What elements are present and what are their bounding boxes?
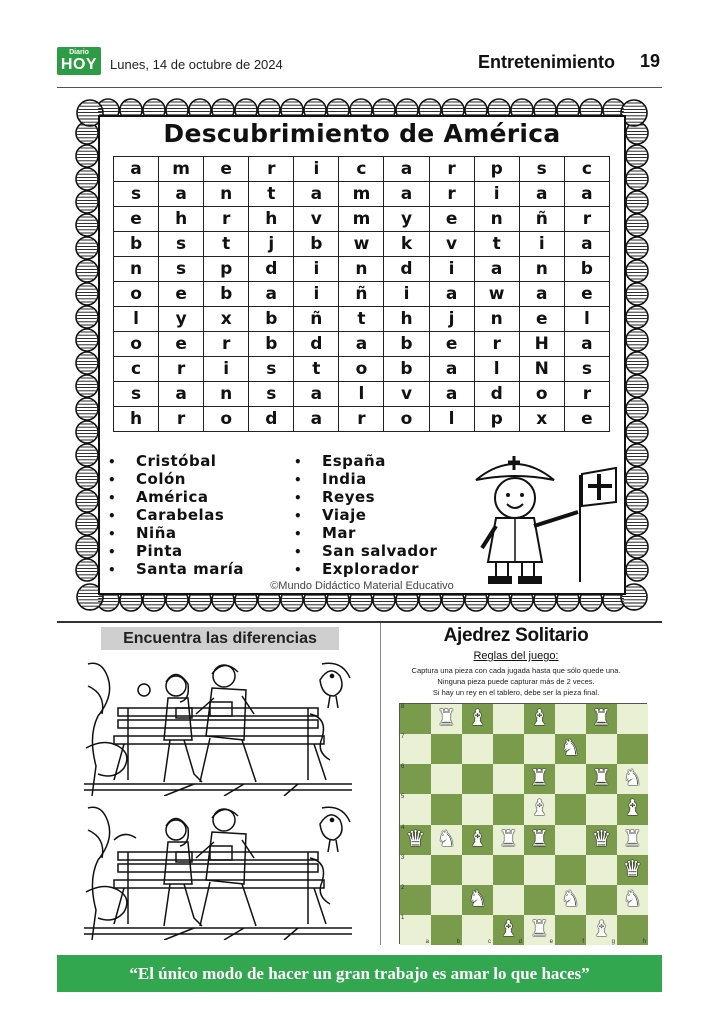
section-divider [57,621,662,623]
board-square[interactable] [524,734,555,764]
board-square[interactable] [431,764,462,794]
grid-cell: N [519,357,564,382]
board-square[interactable] [431,885,462,915]
bishop-icon[interactable]: ♝ [591,916,612,942]
grid-cell: o [384,407,429,432]
word-list-item: • Carabelas [108,507,244,525]
word-list-item: • Niña [108,525,244,543]
board-square[interactable] [431,855,462,885]
word-list-item: • Reyes [294,489,437,507]
word-list-item: • España [294,453,437,471]
bishop-icon[interactable]: ♝ [467,706,488,732]
file-label: h [642,939,646,945]
rank-label: 1 [401,914,405,921]
grid-cell: b [384,332,429,357]
grid-cell: s [159,257,204,282]
grid-cell: s [114,182,159,207]
grid-cell: a [159,182,204,207]
grid-cell: a [159,382,204,407]
rank-label: 5 [401,794,405,801]
grid-cell: c [114,357,159,382]
grid-cell: r [204,332,249,357]
puzzle-title: Descubrimiento de América [163,119,561,148]
quote-banner: “El único modo de hacer un gran trabajo es amar lo que haces” [57,955,662,992]
grid-cell: a [294,407,339,432]
board-square[interactable] [586,855,617,885]
grid-cell: e [204,157,249,182]
grid-cell: r [429,182,474,207]
grid-cell: b [384,357,429,382]
board-square[interactable] [493,794,524,824]
grid-cell: n [204,382,249,407]
grid-cell: v [429,232,474,257]
grid-row [114,357,610,382]
grid-cell: r [474,332,519,357]
board-square[interactable] [555,704,586,734]
grid-cell: s [159,232,204,257]
grid-cell: n [474,307,519,332]
grid-cell: e [429,207,474,232]
grid-cell: d [384,257,429,282]
grid-cell: m [339,182,384,207]
board-square[interactable] [400,915,431,945]
board-square[interactable] [555,794,586,824]
grid-cell: o [204,407,249,432]
grid-cell: p [474,157,519,182]
word-list-item: • India [294,471,437,489]
grid-cell: r [564,382,609,407]
board-square[interactable] [586,764,617,794]
board-square[interactable] [462,885,493,915]
board-square[interactable] [462,734,493,764]
board-square[interactable] [555,915,586,945]
grid-cell: a [429,382,474,407]
couple-bench-image-bottom [84,800,352,940]
grid-cell: b [294,232,339,257]
word-list-item: • Pinta [108,543,244,561]
grid-row [114,307,610,332]
grid-cell: j [429,307,474,332]
rank-label: 7 [401,734,405,741]
board-square[interactable] [431,825,462,855]
grid-cell: n [204,182,249,207]
grid-cell: e [159,332,204,357]
section-title: Entretenimiento [478,52,616,72]
bishop-icon[interactable]: ♝ [498,916,519,942]
file-label: a [425,939,429,945]
logo-small-text: Diario [69,49,89,56]
board-square[interactable] [493,885,524,915]
board-square[interactable] [617,915,648,945]
grid-cell: v [294,207,339,232]
grid-cell: r [159,407,204,432]
rank-label: 4 [401,824,405,831]
grid-cell: a [294,182,339,207]
grid-cell: x [519,407,564,432]
issue-date: Lunes, 14 de octubre de 2024 [110,57,283,72]
grid-cell: y [159,307,204,332]
word-list-right [294,453,437,579]
grid-cell: r [159,357,204,382]
board-square[interactable] [617,855,648,885]
rook-icon[interactable]: ♜ [529,826,550,852]
grid-cell: i [294,157,339,182]
grid-cell: r [564,207,609,232]
knight-icon[interactable]: ♞ [560,886,581,912]
board-square[interactable] [555,764,586,794]
grid-cell: r [204,207,249,232]
knight-icon[interactable]: ♞ [436,826,457,852]
grid-cell: s [564,357,609,382]
file-label: e [549,939,553,945]
grid-cell: n [474,207,519,232]
grid-row [114,182,610,207]
word-list-item: • San salvador [294,543,437,561]
rook-icon[interactable]: ♜ [591,766,612,792]
grid-cell: a [249,282,294,307]
grid-cell: o [114,282,159,307]
rook-icon[interactable]: ♜ [591,706,612,732]
chess-rule-1: Captura una pieza con cada jugada hasta que sólo quede una. [411,666,621,675]
grid-cell: a [429,357,474,382]
file-label: b [456,939,460,945]
board-square[interactable] [431,794,462,824]
word-list-left [108,453,244,579]
board-square[interactable] [400,794,431,824]
grid-row [114,207,610,232]
grid-cell: a [519,282,564,307]
grid-cell: e [159,282,204,307]
queen-icon[interactable]: ♛ [591,826,612,852]
grid-row [114,382,610,407]
grid-cell: t [339,307,384,332]
grid-cell: t [294,357,339,382]
board-square[interactable] [586,825,617,855]
board-square[interactable] [617,825,648,855]
grid-cell: e [519,307,564,332]
grid-cell: ñ [519,207,564,232]
grid-cell: s [249,382,294,407]
rook-icon[interactable]: ♜ [622,826,643,852]
grid-cell: c [564,157,609,182]
grid-cell: e [564,407,609,432]
board-square[interactable] [493,915,524,945]
board-square[interactable] [586,915,617,945]
board-square[interactable] [524,885,555,915]
rook-icon[interactable]: ♜ [529,766,550,792]
grid-cell: b [249,307,294,332]
grid-cell: d [474,382,519,407]
grid-cell: r [339,407,384,432]
explorer-illustration [470,450,620,585]
grid-cell: a [384,182,429,207]
chess-rule-2: Ninguna pieza puede capturar más de 2 veces. [437,677,595,686]
board-square[interactable] [400,825,431,855]
differences-title: Encuentra las diferencias [101,627,339,650]
grid-cell: H [519,332,564,357]
page-number: 19 [640,51,661,71]
column-divider [380,623,381,945]
knight-icon[interactable]: ♞ [622,886,643,912]
board-square[interactable] [586,885,617,915]
grid-cell: r [429,157,474,182]
bishop-icon[interactable]: ♝ [467,826,488,852]
grid-cell: e [114,207,159,232]
grid-cell: ñ [339,282,384,307]
grid-cell: i [294,282,339,307]
board-square[interactable] [431,704,462,734]
knight-icon[interactable]: ♞ [467,886,488,912]
board-square[interactable] [586,794,617,824]
file-label: f [582,939,584,945]
chess-rules [384,665,648,698]
rook-icon[interactable]: ♜ [436,706,457,732]
file-label: g [611,939,615,945]
word-list-item: • Santa maría [108,561,244,579]
grid-row [114,407,610,432]
queen-icon[interactable]: ♛ [622,856,643,882]
word-list-item: • Explorador [294,561,437,579]
board-square[interactable] [586,734,617,764]
rank-label: 6 [401,764,405,771]
grid-cell: d [249,407,294,432]
grid-cell: n [114,257,159,282]
word-list-item: • Mar [294,525,437,543]
file-label: c [488,939,491,945]
board-square[interactable] [400,734,431,764]
rook-icon[interactable]: ♜ [529,916,550,942]
grid-cell: a [564,182,609,207]
word-search-puzzle [72,95,652,615]
board-square[interactable] [617,885,648,915]
board-square[interactable] [493,764,524,794]
grid-cell: v [384,382,429,407]
grid-cell: s [519,157,564,182]
grid-cell: a [114,157,159,182]
board-square[interactable] [555,734,586,764]
grid-cell: l [429,407,474,432]
rank-label: 3 [401,854,405,861]
board-square[interactable] [524,915,555,945]
board-square[interactable] [555,825,586,855]
grid-cell: a [474,257,519,282]
board-square[interactable] [462,764,493,794]
grid-cell: d [294,332,339,357]
grid-cell: e [429,332,474,357]
puzzle-credit: ©Mundo Didáctico Material Educativo [270,580,454,592]
board-square[interactable] [524,855,555,885]
word-list-item: • Colón [108,471,244,489]
grid-cell: a [564,232,609,257]
board-square[interactable] [400,704,431,734]
grid-cell: i [519,232,564,257]
grid-cell: a [294,382,339,407]
grid-cell: a [339,332,384,357]
grid-cell: s [249,357,294,382]
grid-cell: n [339,257,384,282]
grid-cell: h [114,407,159,432]
grid-cell: y [384,207,429,232]
grid-cell: t [204,232,249,257]
grid-cell: o [339,357,384,382]
grid-cell: s [114,382,159,407]
rook-icon[interactable]: ♜ [498,826,519,852]
board-square[interactable] [462,825,493,855]
board-square[interactable] [400,885,431,915]
grid-cell: o [114,332,159,357]
grid-cell: i [474,182,519,207]
board-square[interactable] [586,704,617,734]
grid-cell: i [429,257,474,282]
rank-label: 8 [401,704,405,710]
header-divider [57,87,662,88]
grid-cell: k [384,232,429,257]
board-square[interactable] [462,794,493,824]
grid-cell: l [114,307,159,332]
board-square[interactable] [524,764,555,794]
grid-cell: b [249,332,294,357]
grid-cell: i [204,357,249,382]
board-square[interactable] [462,915,493,945]
letter-grid [113,156,610,432]
board-square[interactable] [431,734,462,764]
grid-cell: b [114,232,159,257]
word-list-item: • América [108,489,244,507]
board-square[interactable] [524,704,555,734]
board-square[interactable] [524,825,555,855]
grid-cell: b [204,282,249,307]
grid-cell: w [339,232,384,257]
grid-cell: l [339,382,384,407]
chess-rule-3: Si hay un rey en el tablero, debe ser la pieza final. [432,688,600,697]
board-square[interactable] [617,794,648,824]
couple-bench-image-top [84,656,352,796]
grid-cell: a [564,332,609,357]
rank-label: 2 [401,884,405,891]
board-square[interactable] [524,794,555,824]
grid-cell: o [519,382,564,407]
board-square[interactable] [431,915,462,945]
bishop-icon[interactable]: ♝ [529,796,550,822]
grid-cell: m [339,207,384,232]
grid-cell: d [249,257,294,282]
grid-row [114,257,610,282]
grid-cell: l [474,357,519,382]
grid-cell: a [519,182,564,207]
grid-cell: a [384,157,429,182]
bishop-icon[interactable]: ♝ [529,706,550,732]
knight-icon[interactable]: ♞ [622,766,643,792]
grid-row [114,282,610,307]
grid-cell: h [249,207,294,232]
grid-cell: e [564,282,609,307]
chess-rules-title: Reglas del juego: [473,650,559,662]
board-square[interactable] [555,855,586,885]
grid-cell: b [564,257,609,282]
grid-cell: p [204,257,249,282]
grid-cell: a [429,282,474,307]
grid-cell: p [474,407,519,432]
grid-cell: t [249,182,294,207]
grid-cell: w [474,282,519,307]
board-square[interactable] [400,855,431,885]
board-square[interactable] [493,704,524,734]
grid-row [114,232,610,257]
word-list-item: • Cristóbal [108,453,244,471]
grid-cell: ñ [294,307,339,332]
grid-row [114,157,610,182]
board-square[interactable] [400,764,431,794]
grid-cell: i [384,282,429,307]
logo-big-text: HOY [60,56,98,73]
board-square[interactable] [617,764,648,794]
grid-cell: r [249,157,294,182]
word-list-item: • Viaje [294,507,437,525]
chess-board [399,703,647,944]
grid-cell: l [564,307,609,332]
grid-cell: n [519,257,564,282]
board-square[interactable] [555,885,586,915]
knight-icon[interactable]: ♞ [560,736,581,762]
grid-cell: t [474,232,519,257]
grid-cell: h [384,307,429,332]
board-square[interactable] [493,825,524,855]
grid-cell: m [159,157,204,182]
grid-cell: i [294,257,339,282]
bishop-icon[interactable]: ♝ [622,796,643,822]
grid-cell: x [204,307,249,332]
board-square[interactable] [493,734,524,764]
board-square[interactable] [462,855,493,885]
grid-cell: h [159,207,204,232]
chess-title: Ajedrez Solitario [443,625,589,646]
queen-icon[interactable]: ♛ [405,826,426,852]
grid-row [114,332,610,357]
newspaper-logo [57,47,101,75]
grid-cell: c [339,157,384,182]
board-square[interactable] [493,855,524,885]
file-label: d [518,939,522,945]
grid-cell: j [249,232,294,257]
board-square[interactable] [617,704,648,734]
board-square[interactable] [617,734,648,764]
board-square[interactable] [462,704,493,734]
